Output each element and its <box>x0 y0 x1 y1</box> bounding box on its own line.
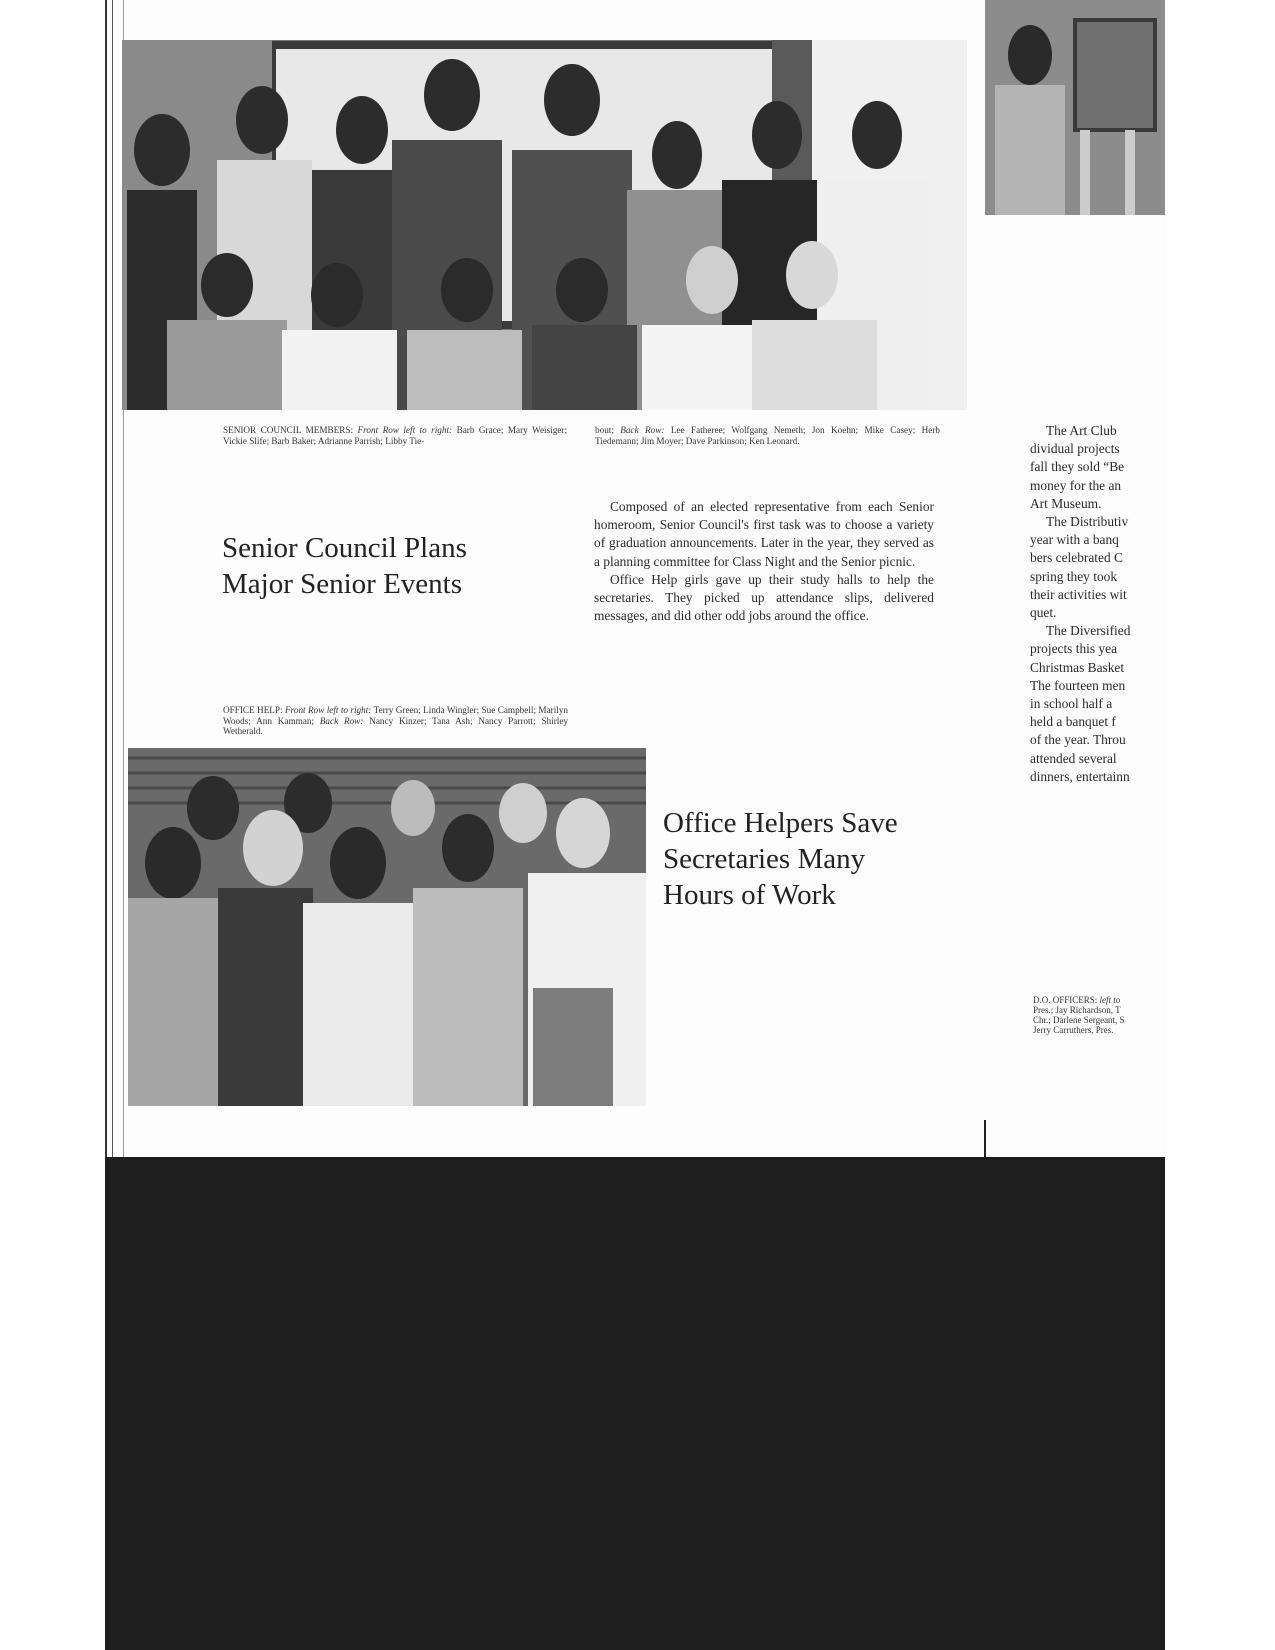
right-column-line: The fourteen men <box>1030 677 1126 693</box>
right-column-line: bers celebrated C <box>1030 550 1123 566</box>
caption-continued: bout; <box>595 425 614 435</box>
right-column-line: dinners, entertainn <box>1030 768 1130 784</box>
caption-label: D.O. OFFICERS: <box>1033 995 1098 1005</box>
headline-line: Secretaries Many <box>663 843 866 875</box>
senior-council-caption-left <box>223 425 567 446</box>
caption-line: Jerry Carruthers, Pres. <box>1033 1025 1114 1035</box>
right-column-line: Art Museum. <box>1030 495 1102 511</box>
right-column-line: in school half a <box>1030 696 1113 712</box>
headline-line: Senior Council Plans <box>222 532 467 564</box>
right-column-line: The Art Club <box>1046 423 1117 438</box>
binding-edge-line <box>105 0 107 1160</box>
right-column-line: Christmas Basket <box>1030 659 1125 675</box>
caption-back-row-names: Nancy Kinzer; Tana Ash; Nancy Parrott; Shirley Wetherald. <box>223 715 569 736</box>
office-help-photo <box>128 748 646 1106</box>
do-officers-caption <box>1033 995 1165 1035</box>
right-column-line: held a banquet f <box>1030 714 1116 730</box>
caption-line: Chr.; Darlene Sergeant, S <box>1033 1015 1125 1025</box>
right-column-line: spring they took <box>1030 568 1118 584</box>
caption-front-row-names: Barb Grace; Mary Weisiger; Vickie Slife; Barb Baker; Adrianne Parrish; Libby Tie- <box>223 425 568 446</box>
caption-front-row-label: Front Row left to right: <box>285 705 372 715</box>
right-column-line: The Distributiv <box>1046 514 1129 530</box>
right-column-line: fall they sold “Be <box>1030 459 1125 475</box>
right-column-line: money for the an <box>1030 477 1122 493</box>
right-column-text <box>1030 422 1165 786</box>
right-column-line: of the year. Throu <box>1030 732 1126 748</box>
headline-line: Office Helpers Save <box>663 807 898 839</box>
caption-italic: left to <box>1099 995 1121 1005</box>
right-column-line: projects this yea <box>1030 641 1118 657</box>
scan-background <box>105 1157 1165 1650</box>
right-column-line: their activities wit <box>1030 586 1127 602</box>
headline-line: Hours of Work <box>663 879 836 911</box>
caption-back-row-label: Back Row: <box>620 425 665 435</box>
caption-label: OFFICE HELP: <box>223 705 283 715</box>
senior-council-headline <box>222 530 467 602</box>
right-column-line: year with a banq <box>1030 532 1119 548</box>
senior-council-photo <box>122 40 967 410</box>
right-column-line: quet. <box>1030 605 1057 621</box>
senior-council-caption-right <box>595 425 940 446</box>
caption-line: Pres.; Jay Richardson, T <box>1033 1005 1121 1015</box>
office-helpers-headline <box>663 805 898 913</box>
article-paragraph: Office Help girls gave up their study halls to help the secretaries. They picked up attendance slips, delivered messages, and did other odd jobs around the office. <box>594 571 934 624</box>
caption-back-row-label: Back Row: <box>319 715 364 726</box>
caption-front-row-names: Terry Green; Linda Wingler; Sue Campbell; Marilyn Woods; Ann Kamman; <box>223 705 569 726</box>
article-paragraph: Composed of an elected representative from each Senior homeroom, Senior Council's first task was to choose a variety of graduation announcements. Later in the year, they served as a planning committee for Class Night and the Senior picnic. <box>594 499 934 569</box>
caption-back-row-names: Lee Fatheree; Wolfgang Nemeth; Jon Koehn; Mike Casey; Herb Tiedemann; Jim Moyer; Dave Parkinson; Ken Leonard. <box>595 425 941 446</box>
caption-front-row-label: Front Row left to right: <box>357 425 453 435</box>
right-column-line: dividual projects <box>1030 441 1120 457</box>
binding-edge-line <box>112 0 113 1160</box>
caption-label: SENIOR COUNCIL MEMBERS: <box>223 425 354 435</box>
right-column-line: The Diversified <box>1046 623 1131 639</box>
scan-artifact-mark <box>984 1120 986 1158</box>
article-body <box>594 498 934 625</box>
headline-line: Major Senior Events <box>222 568 463 600</box>
art-club-photo <box>985 0 1165 215</box>
office-help-caption <box>223 705 568 737</box>
right-column-line: attended several <box>1030 750 1117 766</box>
